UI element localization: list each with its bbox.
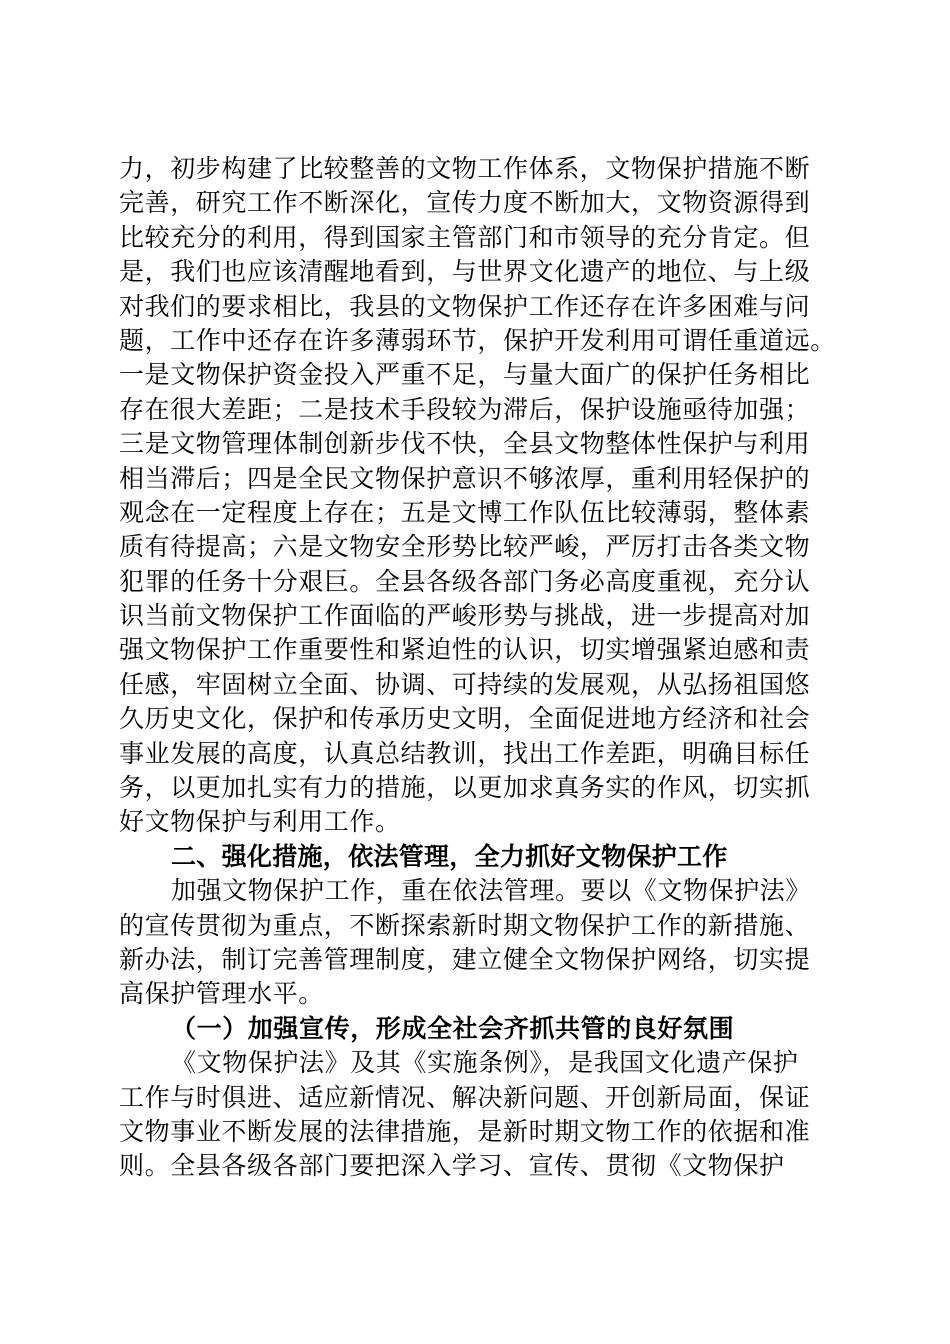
text-line: 对我们的要求相比，我县的文物保护工作还存在许多困难与问 xyxy=(119,291,811,321)
text-line: 三是文物管理体制创新步伐不快，全县文物整体性保护与利用 xyxy=(119,429,811,459)
text-line: 完善，研究工作不断深化，宣传力度不断加大，文物资源得到 xyxy=(119,188,811,218)
text-line: 是，我们也应该清醒地看到，与世界文化遗产的地位、与上级 xyxy=(119,257,811,287)
text-line: 文物事业不断发展的法律措施，是新时期文物工作的依据和准 xyxy=(119,1116,811,1146)
text-line: 存在很大差距；二是技术手段较为滞后，保护设施亟待加强； xyxy=(119,394,811,424)
subsection-heading: （一）加强宣传，形成全社会齐抓共管的良好氛围 xyxy=(171,1013,735,1043)
text-line: 务，以更加扎实有力的措施，以更加求真务实的作风，切实抓 xyxy=(119,773,811,803)
text-line: 新办法，制订完善管理制度，建立健全文物保护网络，切实提 xyxy=(119,944,811,974)
text-line: 事业发展的高度，认真总结教训，找出工作差距，明确目标任 xyxy=(119,738,811,768)
text-line: 观念在一定程度上存在；五是文博工作队伍比较薄弱，整体素 xyxy=(119,497,811,527)
text-line: 犯罪的任务十分艰巨。全县各级各部门务必高度重视，充分认 xyxy=(119,566,811,596)
text-line: 则。全县各级各部门要把深入学习、宣传、贯彻《文物保护 xyxy=(119,1151,785,1181)
text-line: 工作与时俱进、适应新情况、解决新问题、开创新局面，保证 xyxy=(119,1082,811,1112)
text-line: 久历史文化，保护和传承历史文明，全面促进地方经济和社会 xyxy=(119,704,811,734)
text-line: 力，初步构建了比较整善的文物工作体系，文物保护措施不断 xyxy=(119,154,811,183)
text-line: 一是文物保护资金投入严重不足，与量大面广的保护任务相比 xyxy=(119,360,811,390)
text-line: 的宣传贯彻为重点，不断探索新时期文物保护工作的新措施、 xyxy=(119,910,811,940)
text-line: 《文物保护法》及其《实施条例》，是我国文化遗产保护 xyxy=(171,1048,799,1078)
text-line: 高保护管理水平。 xyxy=(119,979,324,1009)
text-line: 加强文物保护工作，重在依法管理。要以《文物保护法》 xyxy=(171,876,812,906)
text-line: 强文物保护工作重要性和紧迫性的认识，切实增强紧迫感和责 xyxy=(119,635,811,665)
document-body xyxy=(119,152,839,1184)
paragraph-continuation xyxy=(119,152,839,840)
text-line: 识当前文物保护工作面临的严峻形势与挑战，进一步提高对加 xyxy=(119,601,811,631)
text-line: 题，工作中还存在许多薄弱环节，保护开发利用可谓任重道远。 xyxy=(119,325,836,355)
text-line: 比较充分的利用，得到国家主管部门和市领导的充分肯定。但 xyxy=(119,222,811,252)
text-line: 质有待提高；六是文物安全形势比较严峻，严厉打击各类文物 xyxy=(119,532,811,562)
section-heading: 二、强化措施，依法管理，全力抓好文物保护工作 xyxy=(171,841,728,871)
text-line: 任感，牢固树立全面、协调、可持续的发展观，从弘扬祖国悠 xyxy=(119,669,811,699)
text-line: 相当滞后；四是全民文物保护意识不够浓厚，重利用轻保护的 xyxy=(119,463,811,493)
paragraph-subsection xyxy=(119,1046,839,1184)
paragraph-section-intro xyxy=(119,874,839,1012)
text-line: 好文物保护与利用工作。 xyxy=(119,807,401,837)
